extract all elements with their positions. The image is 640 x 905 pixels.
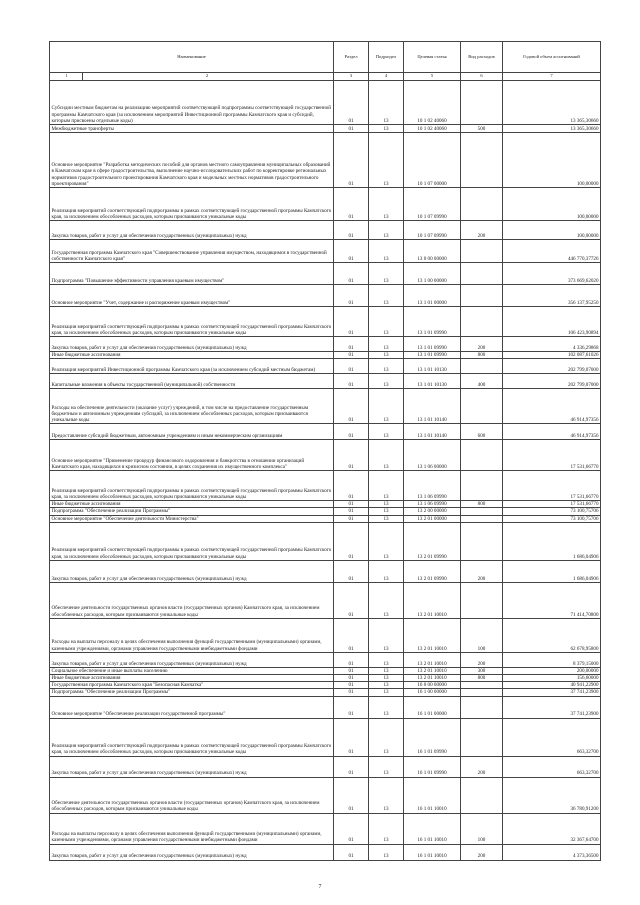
- row-amount: 13 365,30660: [503, 125, 601, 133]
- row-statya: 10 1 02 40060: [404, 81, 461, 125]
- row-name: Реализация мероприятий соответствующей подпрограммы в рамках соответствующей государственной программы Камчатского края, за исключением обособленных расходов, которым присваиваются уникальные коды: [50, 471, 334, 501]
- row-name: Субсидии местным бюджетам на реализацию мероприятий соответствующей подпрограммы соответствующей государственной программы Камчатского края (за исключением мероприятий Инвестиционной программы Камчатского края и субсидий, которым присвоены отдельные коды): [50, 81, 334, 125]
- row-statya: 13 1 06 09990: [404, 501, 461, 508]
- row-name: Закупка товаров, работ и услуг для обеспечения государственных (муниципальных) нужд: [50, 560, 334, 582]
- table-row: [50, 125, 601, 133]
- row-razdel: 01: [334, 359, 369, 374]
- row-name: Капитальные вложения в объекты государственной (муниципальной) собственности: [50, 374, 334, 389]
- row-statya: 13 2 01 09990: [404, 560, 461, 582]
- table-row: [50, 718, 601, 756]
- row-vid: [461, 696, 503, 718]
- budget-table: [49, 41, 601, 861]
- table-row: [50, 682, 601, 689]
- row-vid: 800: [461, 675, 503, 682]
- row-amount: 4 373,36500: [503, 844, 601, 860]
- row-vid: [461, 240, 503, 263]
- row-amount: 373 669,62020: [503, 263, 601, 285]
- row-name: Реализация мероприятий соответствующей подпрограммы в рамках соответствующей государственной программы Камчатского края, за исключением обособленных расходов, которым присваиваются уникальные коды: [50, 307, 334, 337]
- row-razdel: 01: [334, 696, 369, 718]
- row-podrazdel: 13: [369, 522, 404, 560]
- row-razdel: 01: [334, 618, 369, 652]
- row-amount: 202 799,07000: [503, 374, 601, 389]
- table-row: [50, 424, 601, 440]
- table-row: [50, 515, 601, 522]
- table-row: [50, 844, 601, 860]
- row-statya: 16 1 01 10010: [404, 844, 461, 860]
- table-row: [50, 188, 601, 221]
- row-name: Государственная программа Камчатского края "Безопасная Камчатка": [50, 682, 334, 689]
- table-row: [50, 389, 601, 424]
- column-number: 1: [52, 73, 83, 79]
- table-row: [50, 471, 601, 501]
- column-number: 4: [369, 73, 404, 81]
- row-statya: 13 0 00 00000: [404, 240, 461, 263]
- row-name: Основное мероприятие "Применение процедур финансового оздоровления и банкротства в отношении организаций Камчатского края, находящихся в кризисном состоянии, в целях сохранения их имущественного комплекса": [50, 440, 334, 471]
- row-amount: 37 741,23900: [503, 696, 601, 718]
- row-podrazdel: 13: [369, 471, 404, 501]
- row-razdel: 01: [334, 813, 369, 844]
- row-name: Реализация мероприятий соответствующей подпрограммы в рамках соответствующей государственной программы Камчатского края, за исключением обособленных расходов, которым присваиваются уникальные коды: [50, 188, 334, 221]
- row-amount: 37 741,23900: [503, 689, 601, 696]
- row-podrazdel: 13: [369, 560, 404, 582]
- row-amount: 46 914,97356: [503, 389, 601, 424]
- row-razdel: 01: [334, 560, 369, 582]
- row-razdel: 01: [334, 522, 369, 560]
- name-column-numbers: [52, 73, 332, 79]
- row-podrazdel: 13: [369, 696, 404, 718]
- row-razdel: 01: [334, 652, 369, 667]
- row-razdel: 01: [334, 667, 369, 674]
- row-statya: 13 2 00 00000: [404, 508, 461, 515]
- row-amount: 13 365,30660: [503, 81, 601, 125]
- row-razdel: 01: [334, 352, 369, 359]
- column-number: 2: [205, 73, 209, 79]
- row-amount: 36 780,91200: [503, 777, 601, 813]
- row-amount: 200,00000: [503, 667, 601, 674]
- row-vid: [461, 188, 503, 221]
- row-statya: 13 1 01 09990: [404, 307, 461, 337]
- row-razdel: 01: [334, 718, 369, 756]
- row-name: Расходы на выплаты персоналу в целях обеспечения выполнения функций государственными (муниципальными) органами, казенными учреждениями, органами управления государственными внебюджетными фондами: [50, 618, 334, 652]
- row-podrazdel: 13: [369, 352, 404, 359]
- row-podrazdel: 13: [369, 508, 404, 515]
- row-statya: 13 2 01 10010: [404, 675, 461, 682]
- table-row: [50, 652, 601, 667]
- row-name: Подпрограмма "Обеспечение реализации Программы": [50, 689, 334, 696]
- row-vid: 100: [461, 813, 503, 844]
- row-vid: [461, 133, 503, 188]
- row-amount: 100,00000: [503, 221, 601, 240]
- header-statya: Целевая статья: [404, 42, 461, 73]
- row-podrazdel: 13: [369, 221, 404, 240]
- row-name: Основное мероприятие "Разработка методических пособий для органов местного самоуправления муниципальных образований в Камчатском крае в сфере градостроительства, выполнение научно-исследовательских работ по корректировке региональных нормативов градостроительного проектирования Камчатского края и модельных местных нормативов градостроительного проектирования": [50, 133, 334, 188]
- row-statya: 13 2 01 10010: [404, 652, 461, 667]
- table-row: [50, 696, 601, 718]
- row-statya: 10 1 02 40060: [404, 125, 461, 133]
- row-vid: 200: [461, 756, 503, 777]
- table-row: [50, 263, 601, 285]
- row-name: Основное мероприятие "Обеспечение реализации государственной программы": [50, 696, 334, 718]
- table-row: [50, 756, 601, 777]
- row-vid: 500: [461, 125, 503, 133]
- row-podrazdel: 13: [369, 440, 404, 471]
- row-statya: 13 1 01 10140: [404, 424, 461, 440]
- row-razdel: 01: [334, 337, 369, 352]
- row-vid: [461, 682, 503, 689]
- row-statya: 16 1 01 09990: [404, 756, 461, 777]
- row-vid: [461, 440, 503, 471]
- table-row: [50, 133, 601, 188]
- column-number-row: [50, 73, 601, 81]
- table-row: [50, 618, 601, 652]
- row-razdel: 01: [334, 440, 369, 471]
- row-statya: 16 1 01 10010: [404, 777, 461, 813]
- row-vid: [461, 389, 503, 424]
- row-name: Предоставление субсидий бюджетным, автономным учреждениям и иным некоммерческим организациям: [50, 424, 334, 440]
- row-vid: [461, 718, 503, 756]
- row-amount: 100,00000: [503, 133, 601, 188]
- row-podrazdel: 13: [369, 718, 404, 756]
- row-vid: 800: [461, 501, 503, 508]
- row-vid: 800: [461, 352, 503, 359]
- row-amount: 17 531,66770: [503, 440, 601, 471]
- row-podrazdel: 13: [369, 844, 404, 860]
- table-row: [50, 582, 601, 618]
- row-statya: 13 1 01 00000: [404, 285, 461, 307]
- row-podrazdel: 13: [369, 188, 404, 221]
- row-razdel: 01: [334, 424, 369, 440]
- row-razdel: 01: [334, 515, 369, 522]
- table-row: [50, 307, 601, 337]
- row-podrazdel: 13: [369, 337, 404, 352]
- row-statya: 16 1 01 10010: [404, 813, 461, 844]
- row-vid: [461, 285, 503, 307]
- header-razdel: Раздел: [334, 42, 369, 73]
- row-podrazdel: 13: [369, 285, 404, 307]
- row-podrazdel: 13: [369, 682, 404, 689]
- table-row: [50, 221, 601, 240]
- row-amount: 446 770,37726: [503, 240, 601, 263]
- row-name: Основное мероприятие "Учет, содержание и распоряжение краевым имуществом": [50, 285, 334, 307]
- row-name: Закупка товаров, работ и услуг для обеспечения государственных (муниципальных) нужд: [50, 337, 334, 352]
- row-amount: 40 941,22900: [503, 682, 601, 689]
- column-number: [50, 73, 334, 81]
- row-razdel: 01: [334, 756, 369, 777]
- row-statya: 16 1 01 00000: [404, 696, 461, 718]
- row-name: Социальное обеспечение и иные выплаты населению: [50, 667, 334, 674]
- header-vid: Вид расходов: [461, 42, 503, 73]
- row-amount: 17 531,66770: [503, 501, 601, 508]
- table-row: [50, 813, 601, 844]
- table-row: [50, 777, 601, 813]
- row-vid: [461, 263, 503, 285]
- row-vid: [461, 508, 503, 515]
- row-name: Закупка товаров, работ и услуг для обеспечения государственных (муниципальных) нужд: [50, 652, 334, 667]
- table-header-row: [50, 42, 601, 73]
- row-amount: 1 686,04906: [503, 522, 601, 560]
- row-podrazdel: 13: [369, 424, 404, 440]
- row-vid: [461, 689, 503, 696]
- table-row: [50, 359, 601, 374]
- table-row: [50, 285, 601, 307]
- row-name: Реализация мероприятий соответствующей подпрограммы в рамках соответствующей государственной программы Камчатского края, за исключением обособленных расходов, которым присваиваются уникальные коды: [50, 522, 334, 560]
- row-name: Закупка товаров, работ и услуг для обеспечения государственных (муниципальных) нужд: [50, 221, 334, 240]
- row-podrazdel: 13: [369, 389, 404, 424]
- row-podrazdel: 13: [369, 515, 404, 522]
- table-row: [50, 667, 601, 674]
- row-podrazdel: 13: [369, 374, 404, 389]
- row-name: Расходы на выплаты персоналу в целях обеспечения выполнения функций государственными (муниципальными) органами, казенными учреждениями, органами управления государственными внебюджетными фондами: [50, 813, 334, 844]
- row-vid: 400: [461, 374, 503, 389]
- row-amount: 356 137,95250: [503, 285, 601, 307]
- row-name: Подпрограмма "Обеспечение реализации Программы": [50, 508, 334, 515]
- row-razdel: 01: [334, 582, 369, 618]
- row-vid: 100: [461, 618, 503, 652]
- row-razdel: 01: [334, 844, 369, 860]
- row-razdel: 01: [334, 188, 369, 221]
- row-podrazdel: 13: [369, 756, 404, 777]
- row-podrazdel: 13: [369, 263, 404, 285]
- row-razdel: 01: [334, 307, 369, 337]
- row-razdel: 01: [334, 508, 369, 515]
- row-podrazdel: 13: [369, 777, 404, 813]
- header-name: Наименование: [50, 42, 334, 73]
- page-number: 7: [318, 884, 322, 890]
- row-razdel: 01: [334, 285, 369, 307]
- row-amount: 46 914,97356: [503, 424, 601, 440]
- table-row: [50, 440, 601, 471]
- row-razdel: 01: [334, 777, 369, 813]
- row-vid: [461, 471, 503, 501]
- row-statya: 10 1 07 09990: [404, 221, 461, 240]
- table-row: [50, 337, 601, 352]
- row-statya: 13 1 01 10140: [404, 389, 461, 424]
- row-statya: 16 0 00 00000: [404, 682, 461, 689]
- row-podrazdel: 13: [369, 81, 404, 125]
- row-statya: 13 1 01 10130: [404, 359, 461, 374]
- row-statya: 13 2 01 10010: [404, 618, 461, 652]
- column-number: 6: [461, 73, 503, 81]
- row-amount: 100,00000: [503, 188, 601, 221]
- row-amount: 73 100,75706: [503, 515, 601, 522]
- row-razdel: 01: [334, 675, 369, 682]
- row-amount: 73 100,75706: [503, 508, 601, 515]
- row-razdel: 01: [334, 389, 369, 424]
- row-statya: 10 1 07 00000: [404, 133, 461, 188]
- row-statya: 13 1 01 09990: [404, 337, 461, 352]
- row-name: Иные бюджетные ассигнования: [50, 352, 334, 359]
- table-row: [50, 374, 601, 389]
- row-amount: 156,60000: [503, 675, 601, 682]
- row-name: Закупка товаров, работ и услуг для обеспечения государственных (муниципальных) нужд: [50, 844, 334, 860]
- row-vid: 300: [461, 667, 503, 674]
- row-vid: [461, 777, 503, 813]
- row-podrazdel: 13: [369, 667, 404, 674]
- row-razdel: 01: [334, 682, 369, 689]
- row-amount: 106 423,90894: [503, 307, 601, 337]
- row-razdel: 01: [334, 471, 369, 501]
- row-vid: [461, 522, 503, 560]
- row-statya: 13 2 01 10010: [404, 582, 461, 618]
- row-amount: 663,32700: [503, 756, 601, 777]
- row-name: Подпрограмма "Повышение эффективности управления краевым имуществом": [50, 263, 334, 285]
- table-row: [50, 81, 601, 125]
- table-row: [50, 240, 601, 263]
- row-amount: 62 678,95800: [503, 618, 601, 652]
- table-row: [50, 689, 601, 696]
- row-amount: 663,32700: [503, 718, 601, 756]
- row-name: Реализация мероприятий Инвестиционной программы Камчатского края (за исключением субсидий местным бюджетам): [50, 359, 334, 374]
- table-row: [50, 508, 601, 515]
- table-row: [50, 675, 601, 682]
- row-name: Реализация мероприятий соответствующей подпрограммы в рамках соответствующей государственной программы Камчатского края, за исключением обособленных расходов, которым присваиваются уникальные коды: [50, 718, 334, 756]
- row-razdel: 01: [334, 501, 369, 508]
- row-podrazdel: 13: [369, 618, 404, 652]
- row-amount: 202 799,07000: [503, 359, 601, 374]
- row-vid: [461, 515, 503, 522]
- column-number: 7: [503, 73, 601, 81]
- row-vid: [461, 81, 503, 125]
- row-name: Государственная программа Камчатского края "Совершенствование управления имуществом, находящимся в государственной собственности Камчатского края": [50, 240, 334, 263]
- row-vid: 600: [461, 424, 503, 440]
- row-statya: 10 1 07 09990: [404, 188, 461, 221]
- row-statya: 13 1 00 00000: [404, 263, 461, 285]
- row-podrazdel: 13: [369, 652, 404, 667]
- row-amount: 1 686,04906: [503, 560, 601, 582]
- row-amount: 4 336,29868: [503, 337, 601, 352]
- row-name: Межбюджетные трансферты: [50, 125, 334, 133]
- header-podrazdel: Подраздел: [369, 42, 404, 73]
- row-podrazdel: 13: [369, 813, 404, 844]
- table-row: [50, 352, 601, 359]
- row-amount: 8 379,15000: [503, 652, 601, 667]
- row-razdel: 01: [334, 689, 369, 696]
- row-statya: 13 1 06 09990: [404, 471, 461, 501]
- column-number: 3: [334, 73, 369, 81]
- table-row: [50, 522, 601, 560]
- row-podrazdel: 13: [369, 675, 404, 682]
- row-vid: [461, 359, 503, 374]
- row-statya: 13 1 01 09990: [404, 352, 461, 359]
- row-razdel: 01: [334, 374, 369, 389]
- row-podrazdel: 13: [369, 240, 404, 263]
- row-name: Обеспечение деятельности государственных органов власти (государственных органов) Камчатского края, за исключением обособленных расходов, которым присваиваются уникальные коды: [50, 777, 334, 813]
- row-podrazdel: 13: [369, 689, 404, 696]
- row-amount: 17 531,66770: [503, 471, 601, 501]
- row-vid: 200: [461, 337, 503, 352]
- row-statya: 16 1 01 09990: [404, 718, 461, 756]
- row-vid: 200: [461, 844, 503, 860]
- row-amount: 102 087,61026: [503, 352, 601, 359]
- row-razdel: 01: [334, 133, 369, 188]
- row-name: Закупка товаров, работ и услуг для обеспечения государственных (муниципальных) нужд: [50, 756, 334, 777]
- row-name: Иные бюджетные ассигнования: [50, 501, 334, 508]
- row-amount: 32 367,64700: [503, 813, 601, 844]
- row-podrazdel: 13: [369, 307, 404, 337]
- row-podrazdel: 13: [369, 582, 404, 618]
- row-statya: 13 1 01 10130: [404, 374, 461, 389]
- row-podrazdel: 13: [369, 125, 404, 133]
- row-statya: 16 1 00 00000: [404, 689, 461, 696]
- table-row: [50, 560, 601, 582]
- budget-table-body: [50, 42, 601, 861]
- row-podrazdel: 13: [369, 501, 404, 508]
- row-name: Иные бюджетные ассигнования: [50, 675, 334, 682]
- row-razdel: 01: [334, 125, 369, 133]
- row-vid: [461, 307, 503, 337]
- row-statya: 13 2 01 00000: [404, 515, 461, 522]
- row-name: Расходы на обеспечение деятельности (оказание услуг) учреждений, в том числе на предоставление государственным бюджетным и автономным учреждениям субсидий, за исключением обособленных расходов, которым присваиваются уникальные коды: [50, 389, 334, 424]
- row-vid: [461, 582, 503, 618]
- header-amount: Годовой объем ассигнований: [503, 42, 601, 73]
- row-razdel: 01: [334, 221, 369, 240]
- row-name: Обеспечение деятельности государственных органов власти (государственных органов) Камчатского края, за исключением обособленных расходов, которым присваиваются уникальные коды: [50, 582, 334, 618]
- row-statya: 13 1 06 00000: [404, 440, 461, 471]
- row-vid: 200: [461, 560, 503, 582]
- table-row: [50, 501, 601, 508]
- row-razdel: 01: [334, 81, 369, 125]
- row-podrazdel: 13: [369, 133, 404, 188]
- row-vid: 200: [461, 221, 503, 240]
- row-statya: 13 2 01 10010: [404, 667, 461, 674]
- row-name: Основное мероприятие "Обеспечение деятельности Министерства": [50, 515, 334, 522]
- row-razdel: 01: [334, 240, 369, 263]
- row-amount: 71 414,70800: [503, 582, 601, 618]
- row-vid: 200: [461, 652, 503, 667]
- row-razdel: 01: [334, 263, 369, 285]
- row-podrazdel: 13: [369, 359, 404, 374]
- column-number: 5: [404, 73, 461, 81]
- row-statya: 13 2 01 09990: [404, 522, 461, 560]
